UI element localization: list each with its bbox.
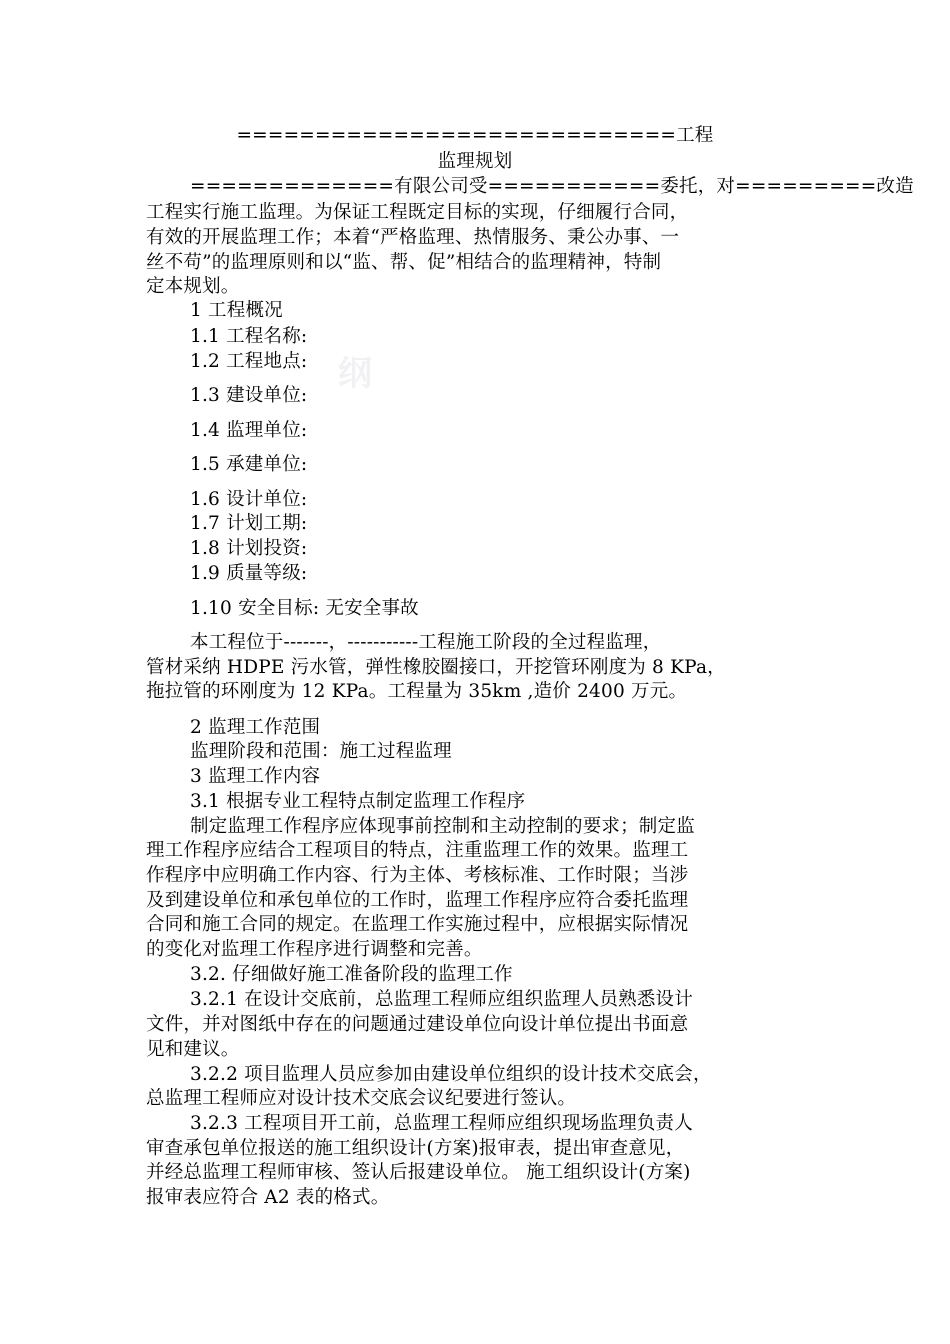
project-desc-line-3: 拖拉管的环刚度为 12 KPa。工程量为 35km ,造价 2400 万元。 (146, 681, 688, 702)
s3-2-2-line-1: 3.2.2 项目监理人员应参加由建设单位组织的设计技术交底会， (190, 1064, 712, 1085)
s3-2-2-line-2: 总监理工程师应对设计技术交底会议纪要进行签认。 (146, 1088, 577, 1109)
overview-item-10: 1.10 安全目标: 无安全事故 (190, 598, 419, 619)
s3-2-3-line-4: 报审表应符合 A2 表的格式。 (146, 1187, 390, 1208)
overview-item-7: 1.7 计划工期: (190, 513, 308, 534)
overview-item-9: 1.9 质量等级: (190, 563, 308, 584)
subsection-3-1-heading: 3.1 根据专业工程特点制定监理工作程序 (190, 791, 526, 812)
s3-2-3-line-3: 并经总监理工程师审核、签认后报建设单位。 施工组织设计(方案) (146, 1162, 691, 1183)
overview-item-3: 1.3 建设单位: (190, 385, 308, 406)
section-2-body: 监理阶段和范围：施工过程监理 (190, 741, 452, 762)
s3-2-3-line-1: 3.2.3 工程项目开工前，总监理工程师应组织现场监理负责人 (190, 1113, 693, 1134)
overview-item-8: 1.8 计划投资: (190, 538, 308, 559)
intro-line-3: 有效的开展监理工作；本着“严格监理、热情服务、秉公办事、一 (146, 227, 680, 248)
overview-item-6: 1.6 设计单位: (190, 489, 308, 510)
overview-item-1: 1.1 工程名称: (190, 326, 308, 347)
overview-item-5: 1.5 承建单位: (190, 454, 308, 475)
section-3-heading: 3 监理工作内容 (190, 766, 321, 787)
intro-line-2: 工程实行施工监理。为保证工程既定目标的实现，仔细履行合同， (146, 202, 689, 223)
s3-1-body-line-5: 合同和施工合同的规定。在监理工作实施过程中，应根据实际情况 (146, 914, 689, 935)
project-desc-line-1: 本工程位于-------，-----------工程施工阶段的全过程监理， (190, 632, 662, 653)
s3-2-1-line-1: 3.2.1 在设计交底前，总监理工程师应组织监理人员熟悉设计 (190, 989, 693, 1010)
intro-line-4: 丝不苟”的监理原则和以“监、帮、促”相结合的监理精神，特制 (146, 252, 662, 273)
intro-line-5: 定本规划。 (146, 276, 240, 297)
s3-1-body-line-2: 理工作程序应结合工程项目的特点，注重监理工作的效果。监理工 (146, 840, 689, 861)
section-2-heading: 2 监理工作范围 (190, 717, 321, 738)
overview-item-4: 1.4 监理单位: (190, 420, 308, 441)
s3-2-3-line-2: 审查承包单位报送的施工组织设计(方案)报审表，提出审查意见， (146, 1138, 685, 1159)
project-desc-line-2: 管材采纳 HDPE 污水管，弹性橡胶圈接口，开挖管环刚度为 8 KPa， (146, 657, 726, 678)
s3-1-body-line-1: 制定监理工作程序应体现事前控制和主动控制的要求；制定监 (190, 816, 695, 837)
s3-1-body-line-6: 的变化对监理工作程序进行调整和完善。 (146, 939, 483, 960)
title-line-1: ============================工程 (236, 125, 714, 146)
subsection-3-2-heading: 3.2. 仔细做好施工准备阶段的监理工作 (190, 964, 513, 985)
title-line-2: 监理规划 (437, 151, 513, 172)
s3-1-body-line-4: 及到建设单位和承包单位的工作时，监理工作程序应符合委托监理 (146, 890, 689, 911)
s3-2-1-line-2: 文件，并对图纸中存在的问题通过建设单位向设计单位提出书面意 (146, 1014, 689, 1035)
s3-1-body-line-3: 作程序中应明确工作内容、行为主体、考核标准、工作时限；当涉 (146, 865, 689, 886)
watermark: 纲 (338, 354, 374, 394)
s3-2-1-line-3: 见和建议。 (146, 1039, 240, 1060)
overview-item-2: 1.2 工程地点: (190, 351, 308, 372)
section-1-heading: 1 工程概况 (190, 300, 283, 321)
intro-line-1: =============有限公司受===========委托，对=========改造 (190, 176, 914, 197)
